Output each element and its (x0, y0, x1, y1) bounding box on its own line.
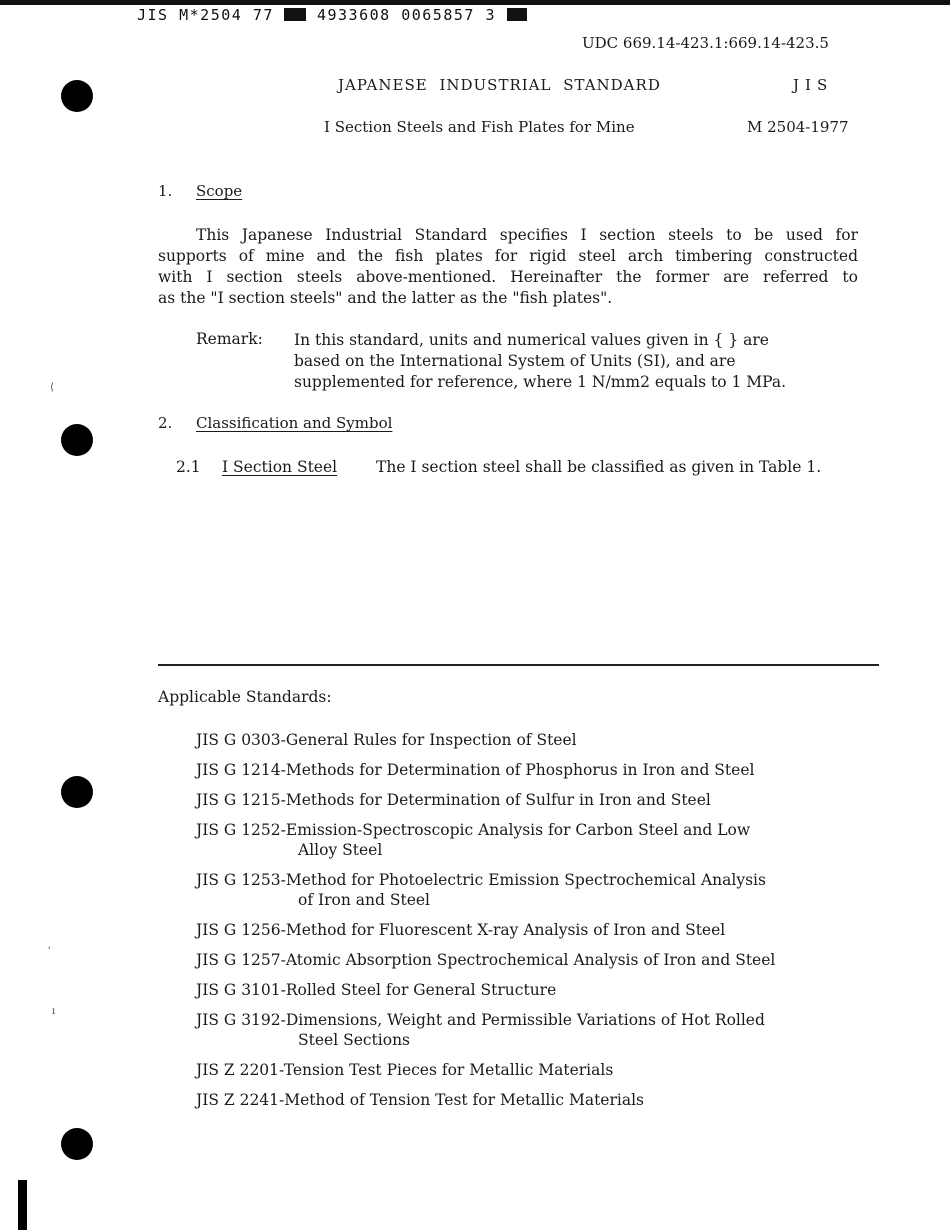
standard-reference-text: JIS G 1253-Method for Photoelectric Emission Spectrochemical Analysis (196, 871, 766, 889)
code-header-part1: JIS M*2504 77 (137, 6, 274, 24)
scope-line: as the "I section steels" and the latter as the "fish plates". (158, 289, 613, 307)
standard-number: M 2504-1977 (747, 118, 849, 136)
standard-reference (196, 730, 876, 750)
organization-heading: JAPANESE INDUSTRIAL STANDARD (338, 76, 661, 94)
standard-reference (196, 920, 876, 940)
subsection-2-1-title: I Section Steel (222, 458, 338, 476)
section-2-title: Classification and Symbol (196, 414, 393, 432)
scope-line: with I section steels above-mentioned. Hereinafter the former are referred to (158, 268, 858, 286)
standard-reference (196, 1090, 876, 1110)
document-code-header (137, 6, 527, 24)
standard-reference-text: JIS G 3192-Dimensions, Weight and Permissible Variations of Hot Rolled (196, 1011, 765, 1029)
scan-top-edge (0, 0, 950, 5)
standard-reference (196, 1010, 876, 1050)
standard-reference-continuation: of Iron and Steel (298, 891, 430, 909)
punch-hole-1 (61, 80, 93, 112)
standard-reference (196, 980, 876, 1000)
standard-reference-continuation: Steel Sections (298, 1031, 411, 1049)
standard-reference-text: JIS G 1257-Atomic Absorption Spectrochemical Analysis of Iron and Steel (196, 951, 776, 969)
redaction-bar (507, 8, 527, 21)
subsection-2-1-text: The I section steel shall be classified as given in Table 1. (376, 458, 822, 476)
standard-reference-text: JIS G 0303-General Rules for Inspection of Steel (196, 731, 577, 749)
scope-line: This Japanese Industrial Standard specifies I section steels to be used for (196, 226, 858, 244)
standard-reference (196, 1060, 876, 1080)
punch-hole-2 (61, 424, 93, 456)
punch-hole-3 (61, 776, 93, 808)
standard-reference (196, 870, 876, 910)
remark-text (294, 330, 854, 393)
scope-line: supports of mine and the fish plates for rigid steel arch timbering constructed (158, 247, 858, 265)
section-2-number: 2. (158, 414, 173, 432)
jis-mark: JIS (793, 76, 834, 94)
section-1-number: 1. (158, 182, 173, 200)
footnote-rule (158, 664, 879, 666)
standard-reference (196, 760, 876, 780)
standard-reference-text: JIS G 1256-Method for Fluorescent X-ray Analysis of Iron and Steel (196, 921, 726, 939)
applicable-standards-heading: Applicable Standards: (158, 688, 332, 706)
subsection-2-1-number: 2.1 (176, 458, 201, 476)
standard-reference-text: JIS Z 2201-Tension Test Pieces for Metallic Materials (196, 1061, 614, 1079)
scope-paragraph (158, 225, 858, 309)
code-header-part2: 4933608 0065857 3 (316, 6, 496, 24)
standard-reference-text: JIS G 1252-Emission-Spectroscopic Analysis for Carbon Steel and Low (196, 821, 751, 839)
scan-speck: ʿ (48, 946, 52, 957)
standard-reference-text: JIS G 1214-Methods for Determination of Phosphorus in Iron and Steel (196, 761, 755, 779)
scan-speck: ⟨ (50, 382, 54, 393)
standard-reference (196, 820, 876, 860)
standard-title: I Section Steels and Fish Plates for Mine (324, 118, 635, 136)
remark-line: based on the International System of Units (SI), and are (294, 352, 736, 370)
punch-hole-4 (61, 1128, 93, 1160)
scan-left-edge (18, 1180, 27, 1230)
scan-speck: ı (52, 1006, 56, 1017)
standard-reference (196, 950, 876, 970)
standard-reference-continuation: Alloy Steel (298, 841, 383, 859)
standard-reference-text: JIS Z 2241-Method of Tension Test for Metallic Materials (196, 1091, 644, 1109)
section-1-title: Scope (196, 182, 243, 200)
redaction-bar (284, 8, 306, 21)
applicable-standards-list (196, 730, 876, 1120)
remark-label: Remark: (196, 330, 263, 348)
standard-reference-text: JIS G 3101-Rolled Steel for General Structure (196, 981, 557, 999)
standard-reference (196, 790, 876, 810)
remark-line: supplemented for reference, where 1 N/mm2 equals to 1 MPa. (294, 373, 787, 391)
standard-reference-text: JIS G 1215-Methods for Determination of Sulfur in Iron and Steel (196, 791, 711, 809)
udc-number: UDC 669.14-423.1:669.14-423.5 (582, 34, 829, 52)
remark-line: In this standard, units and numerical values given in { } are (294, 331, 769, 349)
